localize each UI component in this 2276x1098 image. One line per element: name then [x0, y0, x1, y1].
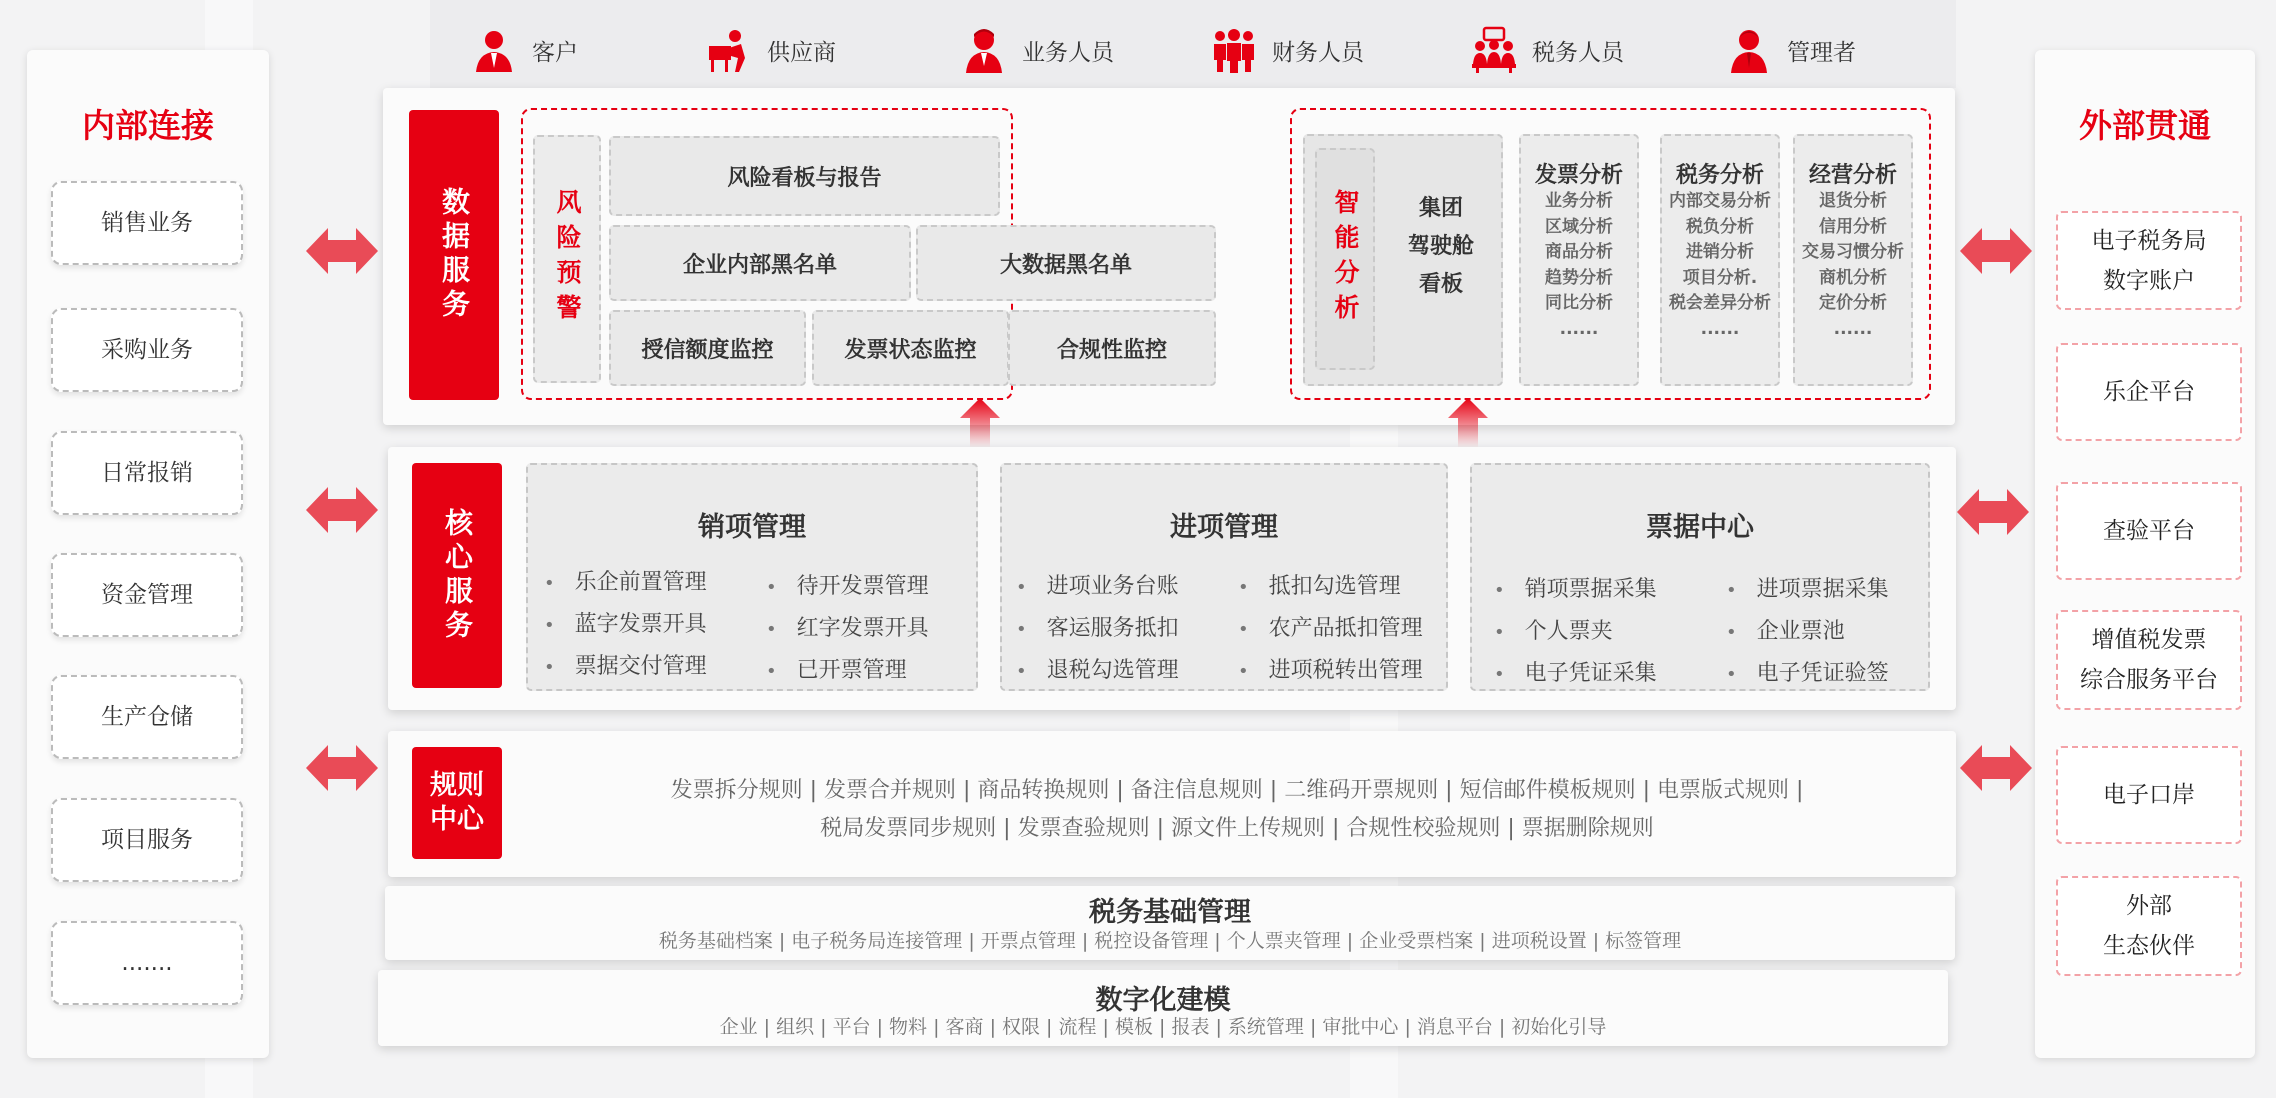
external-item-etax[interactable] [2056, 211, 2242, 310]
tax-base-band [385, 886, 1955, 960]
external-item-ecosystem[interactable] [2056, 876, 2242, 976]
module-item: • 红字发票开具 [766, 611, 929, 642]
rule-center-band [388, 731, 1956, 877]
role-manager-label: 管理者 [1787, 39, 1856, 66]
analysis-item: 进销分析 [1686, 242, 1754, 262]
analysis-item: 区域分析 [1545, 216, 1613, 237]
risk-warning-label: 风险预警 [533, 135, 601, 383]
role-customer[interactable] [470, 20, 578, 80]
external-item-vat-line2: 综合服务平台 [2080, 667, 2218, 693]
module-item: • 企业票池 [1726, 614, 1845, 645]
analysis-item: 信用分析 [1819, 216, 1887, 237]
analysis-item: 商品分析 [1545, 242, 1613, 262]
module-item: • 进项票据采集 [1726, 572, 1889, 603]
internal-item-sales[interactable]: 销售业务 [51, 181, 243, 265]
role-manager[interactable] [1725, 20, 1856, 80]
analysis-item: 内部交易分析 [1669, 191, 1771, 211]
internal-item-expense[interactable]: 日常报销 [51, 431, 243, 515]
business-staff-icon [960, 26, 1008, 74]
module-item: • 票据交付管理 [544, 649, 707, 680]
rule-center-label-line2: 中心 [430, 804, 484, 835]
risk-board-report[interactable]: 风险看板与报告 [609, 136, 1000, 216]
tax-base-title: 税务基础管理 [1089, 897, 1251, 928]
analysis-item: 定价分析 [1819, 293, 1887, 313]
external-item-eport[interactable] [2056, 746, 2242, 844]
double-arrow-icon [306, 745, 378, 791]
rule-center-label-line1: 规则 [430, 770, 484, 801]
role-business-staff-label: 业务人员 [1022, 39, 1114, 66]
rule-list-line2: 税局发票同步规则 | 发票查验规则 | 源文件上传规则 | 合规性校验规则 | 票据删除规则 [820, 816, 1654, 841]
module-item: • 客运服务抵扣 [1016, 611, 1179, 642]
customer-icon [470, 26, 518, 74]
operation-analysis-card[interactable] [1793, 134, 1913, 386]
core-service-label: 核心服务 [412, 463, 502, 688]
internal-connection-panel [27, 50, 269, 1058]
external-connection-panel [2035, 50, 2255, 1058]
tax-analysis-title: 税务分析 [1675, 163, 1764, 188]
double-arrow-icon [306, 228, 378, 274]
module-item: • 抵扣勾选管理 [1238, 569, 1401, 600]
module-item: • 进项业务台账 [1016, 569, 1179, 600]
purchase-management-module[interactable] [1000, 463, 1448, 691]
role-supplier-label: 供应商 [767, 39, 836, 66]
external-connection-title: 外部贯通 [2079, 106, 2211, 145]
sales-management-title: 销项管理 [698, 512, 806, 543]
cockpit-line3: 看板 [1418, 272, 1463, 297]
module-item: • 乐企前置管理 [544, 565, 707, 596]
cockpit-line1: 集团 [1418, 196, 1463, 221]
double-arrow-icon [1960, 228, 2032, 274]
role-customer-label: 客户 [532, 39, 578, 66]
external-item-verify[interactable] [2056, 482, 2242, 580]
analysis-item: ...... [1833, 318, 1873, 339]
external-item-eport-label: 电子口岸 [2103, 782, 2195, 808]
internal-item-project[interactable]: 项目服务 [51, 798, 243, 882]
external-item-vat-line1: 增值税发票 [2091, 627, 2207, 653]
supplier-icon [705, 26, 753, 74]
rule-center-label [412, 747, 502, 859]
analysis-item: 同比分析 [1545, 293, 1613, 313]
tax-analysis-card[interactable] [1660, 134, 1780, 386]
rule-list-line1: 发票拆分规则 | 发票合并规则 | 商品转换规则 | 备注信息规则 | 二维码开票规则 | 短信邮件模板规则 | 电票版式规则 | [670, 778, 1804, 803]
purchase-management-title: 进项管理 [1170, 512, 1278, 543]
role-finance-staff[interactable] [1210, 20, 1364, 80]
external-item-eco-line1: 外部 [2126, 893, 2172, 919]
internal-item-production[interactable]: 生产仓储 [51, 675, 243, 759]
internal-blacklist[interactable]: 企业内部黑名单 [609, 225, 911, 301]
module-item: • 农产品抵扣管理 [1238, 611, 1423, 642]
digital-model-items: 企业 | 组织 | 平台 | 物料 | 客商 | 权限 | 流程 | 模板 | 报表 | 系统管理 | 审批中心 | 消息平台 | 初始化引导 [719, 1016, 1607, 1038]
smart-analysis-label: 智能分析 [1315, 148, 1375, 370]
operation-analysis-title: 经营分析 [1808, 163, 1897, 188]
external-item-etax-line2: 数字账户 [2103, 267, 2195, 294]
module-item: • 进项税转出管理 [1238, 653, 1423, 684]
internal-item-purchase[interactable]: 采购业务 [51, 308, 243, 392]
module-item: • 退税勾选管理 [1016, 653, 1179, 684]
group-cockpit-board[interactable] [1383, 190, 1499, 304]
manager-icon [1725, 26, 1773, 74]
role-finance-staff-label: 财务人员 [1272, 39, 1364, 66]
analysis-item: 退货分析 [1819, 191, 1887, 211]
tax-staff-icon [1470, 26, 1518, 74]
digital-model-title: 数字化建模 [1095, 985, 1231, 1016]
up-arrow-icon [1448, 398, 1488, 448]
compliance-monitor[interactable]: 合规性监控 [1008, 310, 1216, 386]
internal-item-more[interactable]: ....... [51, 921, 243, 1005]
analysis-item: 税会差异分析 [1669, 293, 1771, 313]
external-item-eco-line2: 生态伙伴 [2103, 933, 2195, 959]
invoice-center-module[interactable] [1470, 463, 1930, 691]
roles-bar [430, 0, 1956, 88]
tax-base-items: 税务基础档案 | 电子税务局连接管理 | 开票点管理 | 税控设备管理 | 个人票夹管理 | 企业受票档案 | 进项税设置 | 标签管理 [658, 930, 1682, 952]
analysis-item: 趋势分析 [1545, 267, 1613, 288]
module-item: • 待开发票管理 [766, 569, 929, 600]
finance-staff-icon [1210, 26, 1258, 74]
module-item: • 销项票据采集 [1494, 572, 1657, 603]
invoice-status-monitor[interactable]: 发票状态监控 [812, 310, 1009, 386]
internal-item-funds[interactable]: 资金管理 [51, 553, 243, 637]
bigdata-blacklist[interactable]: 大数据黑名单 [916, 225, 1216, 301]
analysis-item: 业务分析 [1545, 191, 1613, 211]
module-item: • 个人票夹 [1494, 614, 1613, 645]
analysis-item: 税负分析 [1686, 216, 1754, 237]
analysis-item: 交易习惯分析 [1802, 242, 1904, 262]
module-item: • 电子凭证验签 [1726, 656, 1889, 687]
external-item-leqi[interactable] [2056, 343, 2242, 441]
analysis-item: 商机分析 [1819, 267, 1887, 288]
core-service-band [388, 447, 1956, 710]
module-item: • 已开票管理 [766, 653, 907, 684]
credit-limit-monitor[interactable]: 授信额度监控 [609, 310, 806, 386]
invoice-center-title: 票据中心 [1646, 512, 1754, 543]
role-supplier[interactable] [705, 20, 836, 80]
double-arrow-icon [1960, 745, 2032, 791]
data-service-band [383, 88, 1955, 425]
double-arrow-icon [1957, 489, 2029, 535]
module-item: • 电子凭证采集 [1494, 656, 1657, 687]
internal-connection-title: 内部连接 [82, 106, 214, 145]
external-item-leqi-label: 乐企平台 [2103, 379, 2195, 405]
invoice-analysis-card[interactable] [1519, 134, 1639, 386]
invoice-analysis-title: 发票分析 [1534, 163, 1623, 188]
sales-management-module[interactable] [526, 463, 978, 691]
role-tax-staff-label: 税务人员 [1532, 39, 1624, 66]
analysis-item: ...... [1700, 318, 1740, 339]
digital-model-band [378, 970, 1948, 1046]
analysis-item: ...... [1559, 318, 1599, 339]
data-service-label: 数据服务 [409, 110, 499, 400]
cockpit-line2: 驾驶舱 [1407, 234, 1474, 259]
up-arrow-icon [960, 398, 1000, 448]
double-arrow-icon [306, 487, 378, 533]
role-tax-staff[interactable] [1470, 20, 1624, 80]
role-business-staff[interactable] [960, 20, 1114, 80]
external-item-etax-line1: 电子税务局 [2091, 227, 2207, 254]
external-item-verify-label: 查验平台 [2103, 518, 2195, 544]
external-item-vat-platform[interactable] [2056, 610, 2242, 710]
module-item: • 蓝字发票开具 [544, 607, 707, 638]
analysis-item: 项目分析. [1682, 267, 1758, 288]
